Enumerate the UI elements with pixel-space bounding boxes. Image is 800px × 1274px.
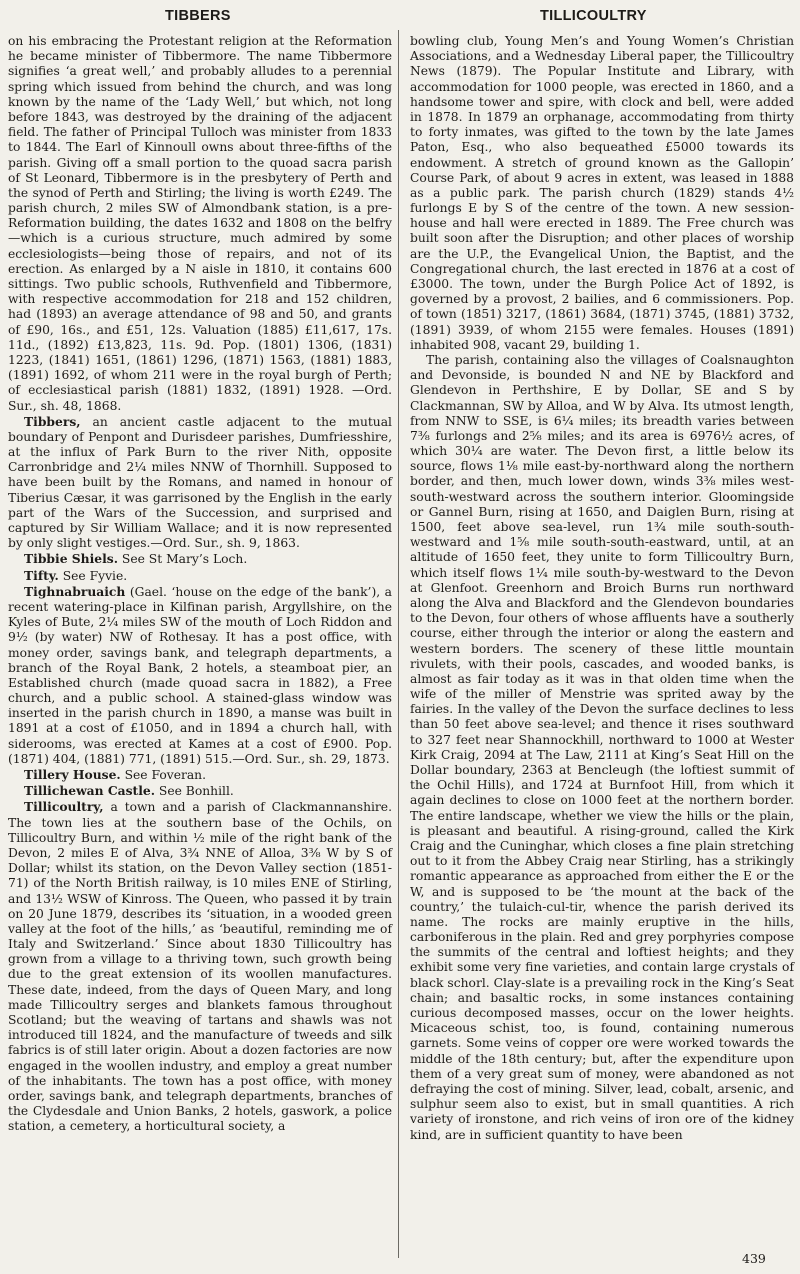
entry-body: See Bonhill. [155, 784, 234, 799]
entry-body: See St Mary’s Loch. [118, 552, 248, 567]
headword: Tillichewan Castle. [24, 783, 155, 799]
headword: Tighnabruaich [24, 583, 126, 599]
parish-description: The parish, containing also the villages of Coalsnaughton and Devonside, is bounded N and NE by Blackford and Glendevon in Perthshire, E by Dollar, SE and S by Clackmannan, SW by Alloa, and W by Alva. Its utmost length, from NNW to SSE, is 6¼ miles; its breadth varies between 7⅜ furlongs and 2⅝ miles; and its area is 6976½ acres, of which 30¼ are water. The Devon first, a little below its source, flows 1⅛ mile east-by-northward along the northern border, and then, much lower down, winds 3⅜ miles west-south-westward across the southern interior. Gloomingside or Gannel Burn, rising at 1650, and Daiglen Burn, rising at 1500, feet above sea-level, run 1¾ mile south-south-westward and 1⅝ mile south-south-eastward, until, at an altitude of 1650 feet, they unite to form Tillicoultry Burn, which itself flows 1¼ mile south-by-westward to the Devon at Glenfoot. Greenhorn and Broich Burns run northward along the Alva and Blackford and the Glendevon boundaries to the Devon, four others of whose affluents have a southerly course, either through the interior or along the eastern and western borders. The scenery of these little mountain rivulets, with their pools, cascades, and wooded banks, is almost as fair today as it was in that olden time when the wife of the miller of Menstrie was sprited away by the fairies. In the valley of the Devon the surface declines to less than 50 feet above sea-level; and thence it rises southward to 327 feet near Shannockhill, northward to 1000 at Wester Kirk Craig, 2094 at The Law, 2111 at King’s Seat Hill on the Dollar boundary, 2363 at Bencleugh (the loftiest summit of the Ochil Hills), and 1724 at Burnfoot Hill, from which it again declines to close on 1000 feet at the northern border. The entire landscape, whether we view the hills or the plain, is pleasant and beautiful. A rising-ground, called the Kirk Craig and the Cuninghar, which closes a fine plain stretching out to it from the Abbey Craig near Stirling, has a strikingly romantic appearance as approached from either the E or the W, and is supposed to be ‘the mount at the back of the country,’ the tulaich-cul-tir, whence the parish derived its name. The rocks are mainly eruptive in the hills, carboniferous in the plain. Red and grey porphyries compose the summits of the central and loftiest heights; and they exhibit some very fine varieties, and contain large crystals of black schorl. Clay-slate is a prevailing rock in the King’s Seat chain; and basaltic rocks, in some instances containing curious decomposed masses, occur on the lower heights. Micaceous schist, too, is found, containing numerous garnets. Some veins of copper ore were worked towards the middle of the 18th century; but, after the expenditure upon them of a very great sum of money, were abandoned as not defraying the cost of mining. Silver, lead, cobalt, arsenic, and sulphur seem also to exist, but in small quantities. A rich variety of ironstone, and rich veins of iron ore of the kidney kind, are in sufficient quantity to have been [410, 352, 795, 1142]
tillicoultry-continuation: bowling club, Young Men’s and Young Women’s Christian Associations, and a Wednesday Liberal paper, the Tillicoultry News (1879). The Popular Institute and Library, with accommodation for 1000 people, was erected in 1860, and a handsome tower and spire, with clock and bell, were added in 1878. In 1879 an orphanage, accommodating from thirty to forty inmates, was gifted to the town by the late James Paton, Esq., who also bequeathed £5000 towards its endowment. A stretch of ground known as the Gallopin’ Course Park, of about 9 acres in extent, was leased in 1888 as a public park. The parish church (1829) stands 4½ furlongs E by S of the centre of the town. A new session-house and hall were erected in 1889. The Free church was built soon after the Disruption; and other places of worship are the U.P., the Evangelical Union, the Baptist, and the Congregational church, the last erected in 1876 at a cost of £3000. The town, under the Burgh Police Act of 1892, is governed by a provost, 2 bailies, and 6 commissioners. Pop. of town (1851) 3217, (1861) 3684, (1871) 3745, (1881) 3732, (1891) 3939, of whom 2155 were females. Houses (1891) inhabited 908, vacant 29, building 1. [410, 34, 794, 352]
headword: Tifty. [24, 567, 59, 583]
entry-body: See Foveran. [120, 768, 207, 782]
headword: Tibbie Shiels. [24, 551, 118, 567]
left-column [8, 34, 392, 1135]
headword: Tibbers, [24, 413, 81, 429]
entry-tillichewan-castle [8, 783, 392, 799]
tibbermore-continuation: on his embracing the Protestant religion at the Reformation he became minister of Tibbermore. The name Tibbermore signifies ‘a great well,’ and probably alludes to a perennial spring which issued from behind the church, and was long known by the name of the ‘Lady Well,’ but which, not long before 1843, was destroyed by the draining of the adjacent field. The father of Principal Tulloch was minister from 1833 to 1844. The Earl of Kinnoull owns about three-fifths of the parish. Giving off a small portion to the quoad sacra parish of St Leonard, Tibbermore is in the presbytery of Perth and the synod of Perth and Stirling; the living is worth £249. The parish church, 2 miles SW of Almondbank station, is a pre-Reformation building, the dates 1632 and 1808 on the belfry—which is a curious structure, much admired by some ecclesiologists—being those of repairs, and not of its erection. As enlarged by a N aisle in 1810, it contains 600 sittings. Two public schools, Ruthvenfield and Tibbermore, with respective accommodation for 218 and 152 children, had (1893) an average attendance of 98 and 50, and grants of £90, 16s., and £51, 12s. Valuation (1885) £11,617, 17s. 11d., (1892) £13,823, 11s. 9d. Pop. (1801) 1306, (1831) 1223, (1841) 1651, (1861) 1296, (1871) 1563, (1881) 1883, (1891) 1692, of whom 211 were in the royal burgh of Perth; of ecclesiastical parish (1881) 1832, (1891) 1928. —Ord. Sur., sh. 48, 1868. [8, 34, 392, 413]
entry-body: See Fyvie. [58, 568, 128, 583]
column-divider [398, 30, 399, 1258]
headword: Tillicoultry, [24, 799, 104, 815]
header-left: TIBBERS [165, 8, 231, 24]
page-number: 439 [742, 1251, 766, 1266]
running-header [0, 6, 800, 28]
entry-body: (Gael. ‘house on the edge of the bank’), a recent watering-place in Kilfinan parish, Argyllshire, on the Kyles of Bute, 2¼ miles SW of the mouth of Loch Riddon and 9½ (by water) NW of Rothesay. It has a post office, with money order, savings bank, and telegraph departments, a branch of the Royal Bank, 2 hotels, a steamboat pier, an Established church (made quoad sacra in 1882), a Free church, and a public school. A stained-glass window was inserted in the parish church in 1890, a manse was built in 1891 at a cost of £1050, and in 1894 a church hall, with siderooms, was erected at Kames at a cost of £900. Pop. (1871) 404, (1881) 771, (1891) 515.—Ord. Sur., sh. 29, 1873. [8, 584, 392, 766]
entry-tibbie-shiels [8, 551, 392, 567]
entry-tillicoultry [8, 799, 392, 1134]
entry-tillery-house [8, 767, 392, 783]
entry-tighnabruaich [8, 584, 392, 767]
headword: Tillery House. [24, 767, 121, 782]
entry-tibbers [8, 414, 392, 552]
entry-body: an ancient castle adjacent to the mutual boundary of Penpont and Durisdeer parishes, Dumfriesshire, at the influx of Park Burn to the river Nith, opposite Carronbridge and 2¼ miles NNW of Thornhill. Supposed to have been built by the Romans, and named in honour of Tiberius Cæsar, it was garrisoned by the English in the early part of the Wars of the Succession, and surprised and captured by Sir William Wallace; and it is now represented by only slight vestiges.—Ord. Sur., sh. 9, 1863. [8, 414, 392, 551]
entry-tifty [8, 568, 392, 584]
header-right: TILLICOULTRY [540, 8, 647, 24]
right-column [410, 34, 794, 1143]
entry-body: a town and a parish of Clackmannanshire. The town lies at the southern base of the Ochils, on Tillicoultry Burn, and within ½ mile of the right bank of the Devon, 2 miles E of Alva, 3¾ NNE of Alloa, 3⅜ W by S of Dollar; whilst its station, on the Devon Valley section (1851-71) of the North British railway, is 10 miles ENE of Stirling, and 13½ WSW of Kinross. The Queen, who passed it by train on 20 June 1879, describes its ‘situation, in a wooded green valley at the foot of the hills,’ as ‘beautiful, reminding me of Italy and Switzerland.’ Since about 1830 Tillicoultry has grown from a village to a thriving town, such growth being due to the great extension of its woollen manufactures. These date, indeed, from the days of Queen Mary, and long made Tillicoultry serges and blankets famous throughout Scotland; but the weaving of tartans and shawls was not introduced till 1824, and the manufacture of tweeds and silk fabrics is of still later origin. About a dozen factories are now engaged in the woollen industry, and employ a great number of the inhabitants. The town has a post office, with money order, savings bank, and telegraph departments, branches of the Clydesdale and Union Banks, 2 hotels, gaswork, a police station, a cemetery, a horticultural society, a [8, 800, 392, 1134]
